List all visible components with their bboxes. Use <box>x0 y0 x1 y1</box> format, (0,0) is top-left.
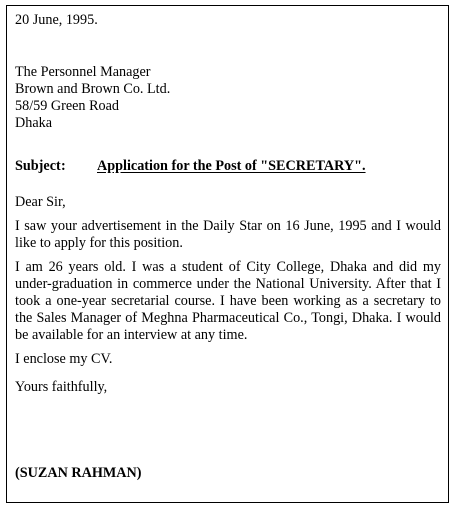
letter-date: 20 June, 1995. <box>15 12 98 28</box>
recipient-company: Brown and Brown Co. Ltd. <box>15 81 171 97</box>
subject-line <box>15 158 441 175</box>
subject-label: Subject <box>15 158 61 174</box>
subject-colon: : <box>61 158 66 174</box>
subject-text: Application for the Post of "SECRETARY". <box>97 158 366 174</box>
recipient-city: Dhaka <box>15 115 53 131</box>
salutation: Dear Sir, <box>15 194 66 210</box>
closing: Yours faithfully, <box>15 379 108 395</box>
recipient-street: 58/59 Green Road <box>15 98 120 114</box>
signature-name: (SUZAN RAHMAN) <box>15 465 142 481</box>
paragraph-enclosure: I enclose my CV. <box>15 351 113 367</box>
recipient-title: The Personnel Manager <box>15 64 151 80</box>
recipient-address <box>15 64 441 132</box>
paragraph-advertisement: I saw your advertisement in the Daily Star on 16 June, 1995 and I would like to apply for this position. <box>15 218 441 251</box>
letter-body <box>15 12 441 482</box>
paragraph-background: I am 26 years old. I was a student of City College, Dhaka and did my under-graduation in commerce under the National University. After that I took a one-year secretarial course. I have been working as a secretary to the Sales Manager of Meghna Pharmaceutical Co., Tongi, Dhaka. I would be available for an interview at any time. <box>15 259 441 343</box>
